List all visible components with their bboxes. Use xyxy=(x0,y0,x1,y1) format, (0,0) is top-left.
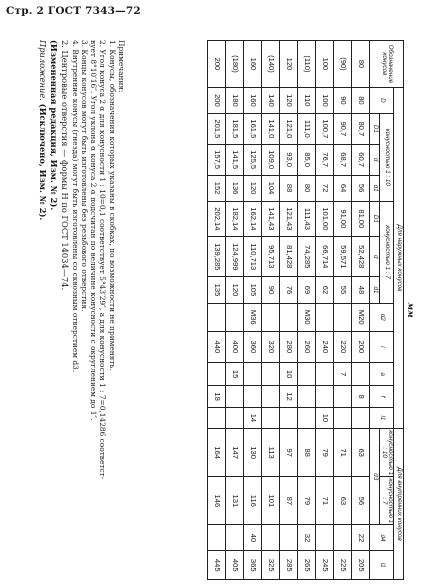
col-inner-110: конусностью 1 : 10 xyxy=(380,430,394,476)
table-cell-in2: 79 xyxy=(298,477,316,525)
table-cell-d4: 40 xyxy=(244,525,262,551)
col-a: a xyxy=(370,362,394,386)
table-cell-a1: 111,0 xyxy=(298,113,316,144)
table-cell-b2: 74,285 xyxy=(298,237,316,277)
table-cell-des: 120 xyxy=(280,41,298,88)
col-d-a: d xyxy=(370,144,380,175)
col-d2: d2 xyxy=(370,303,394,331)
table-cell-l: 260 xyxy=(298,331,316,362)
table-body xyxy=(208,41,370,580)
table-cell-c2: 135 xyxy=(208,277,226,303)
table-cell-l1 xyxy=(334,407,352,428)
table-cell-in1: 97 xyxy=(280,429,298,477)
col-d-b: d xyxy=(370,237,380,277)
col-d1-a: d1 xyxy=(370,175,380,201)
table-cell-c2: 55 xyxy=(334,277,352,303)
table-cell-a xyxy=(352,362,370,386)
table-cell-in2: 71 xyxy=(316,477,334,525)
table-cell-d2: M36 xyxy=(244,303,262,331)
table-cell-D: 180 xyxy=(226,87,244,113)
table-cell-l1b: 405 xyxy=(226,551,244,580)
table-cell-c1: 64 xyxy=(334,175,352,201)
table-cell-a xyxy=(316,362,334,386)
table-cell-f xyxy=(226,386,244,407)
table-cell-a2: 91,00 xyxy=(334,201,352,237)
table-cell-c1: 56 xyxy=(352,175,370,201)
table-cell-f xyxy=(244,386,262,407)
table-cell-in2: 146 xyxy=(208,477,226,525)
col-l: l xyxy=(370,331,394,362)
table-row xyxy=(262,41,280,580)
table-cell-l: 240 xyxy=(316,331,334,362)
table-cell-a2: 121,43 xyxy=(280,201,298,237)
table-cell-b2: 110,713 xyxy=(244,237,262,277)
table-cell-l1b: 225 xyxy=(334,551,352,580)
table-cell-a: 10 xyxy=(280,362,298,386)
note-4: 4. Внутренние конусы (гнезда) могут быть изготовлены со сквозным отверстием d3. xyxy=(70,40,80,373)
table-cell-a1: 90,7 xyxy=(334,113,352,144)
table-cell-des: 200 xyxy=(208,41,226,88)
table-cell-c1: 72 xyxy=(316,175,334,201)
table-row xyxy=(352,41,370,580)
table-cell-in1: 147 xyxy=(226,429,244,477)
col-D1-a: D1 xyxy=(370,113,380,144)
appendix-text: (Исключено, Изм. № 2). xyxy=(38,103,49,221)
table-cell-des: 160 xyxy=(244,41,262,88)
table-cell-des: 100 xyxy=(316,41,334,88)
col-l1: l1 xyxy=(370,407,394,428)
note-2: 2. Угол конуса 2 α для конусности 1 : 10=0,1 соответствует 5°43′29″, а для конусности 1 : 7=0,14286 соответст- xyxy=(98,40,108,480)
table-cell-des: (180) xyxy=(226,41,244,88)
table-cell-a1: 201,5 xyxy=(208,113,226,144)
table-cell-c2: 120 xyxy=(226,277,244,303)
table-cell-f: 18 xyxy=(208,386,226,407)
table-cell-in2: 63 xyxy=(334,477,352,525)
col-d1-b: d1 xyxy=(370,277,380,303)
col-d4: d4 xyxy=(370,525,394,551)
table-cell-l1 xyxy=(226,407,244,428)
table-cell-D: 160 xyxy=(244,87,262,113)
table-cell-c2: 62 xyxy=(316,277,334,303)
table-cell-l1b: 205 xyxy=(352,551,370,580)
table-row xyxy=(244,41,262,580)
table-cell-l: 280 xyxy=(280,331,298,362)
table-cell-l1b: 445 xyxy=(208,551,226,580)
group-outer-header: Для наружных конусов xyxy=(394,87,404,428)
table-cell-a2: 141,43 xyxy=(262,201,280,237)
table-cell-c1: 88 xyxy=(280,175,298,201)
table-cell-a1: 141,0 xyxy=(262,113,280,144)
table-cell-l: 440 xyxy=(208,331,226,362)
group-inner-header: Для внутренних конусов xyxy=(394,429,404,580)
table-row xyxy=(316,41,334,580)
table-cell-d4: 22 xyxy=(352,525,370,551)
table-cell-c1: 136 xyxy=(226,175,244,201)
table-cell-c2: 105 xyxy=(244,277,262,303)
table-cell-l1b: 365 xyxy=(244,551,262,580)
table-row xyxy=(208,41,226,580)
table-cell-in1: 71 xyxy=(334,429,352,477)
table-cell-in2: 87 xyxy=(280,477,298,525)
table-cell-d4 xyxy=(280,525,298,551)
table-cell-D: 90 xyxy=(334,87,352,113)
table-cell-d4 xyxy=(226,525,244,551)
table-cell-in1: 130 xyxy=(244,429,262,477)
table-cell-des: (140) xyxy=(262,41,280,88)
notes-block xyxy=(37,40,126,580)
table-cell-a2: 111,43 xyxy=(298,201,316,237)
table-cell-l1b: 285 xyxy=(280,551,298,580)
table-cell-a2: 101,00 xyxy=(316,201,334,237)
table-cell-a1: 100,7 xyxy=(316,113,334,144)
table-cell-c2: 90 xyxy=(262,277,280,303)
table-row xyxy=(334,41,352,580)
table-cell-in1: 88 xyxy=(298,429,316,477)
table-cell-a2: 162,14 xyxy=(244,201,262,237)
table-cell-b1: 157,5 xyxy=(208,144,226,175)
table-cell-l: 400 xyxy=(226,331,244,362)
cone-dimensions-table xyxy=(207,40,404,580)
table-row xyxy=(280,41,298,580)
table-cell-a2: 81,00 xyxy=(352,201,370,237)
table-cell-a1: 80,7 xyxy=(352,113,370,144)
table-cell-in2: 56 xyxy=(352,477,370,525)
table-cell-des: (110) xyxy=(298,41,316,88)
table-cell-f xyxy=(334,386,352,407)
table-cell-d2: M30 xyxy=(298,303,316,331)
table-cell-f xyxy=(262,386,280,407)
table-cell-b1: 141,5 xyxy=(226,144,244,175)
table-cell-f: 8 xyxy=(352,386,370,407)
edition-note: (Измененная редакция, Изм. № 2). xyxy=(49,40,60,211)
table-cell-f xyxy=(316,386,334,407)
table-cell-b2: 81,428 xyxy=(280,237,298,277)
table-cell-D: 140 xyxy=(262,87,280,113)
table-cell-a1: 181,5 xyxy=(226,113,244,144)
table-cell-l: 320 xyxy=(262,331,280,362)
table-cell-a2: 182,14 xyxy=(226,201,244,237)
table-cell-a xyxy=(244,362,262,386)
table-cell-des: (90) xyxy=(334,41,352,88)
table-cell-f: 12 xyxy=(280,386,298,407)
table-cell-in1: 79 xyxy=(316,429,334,477)
col-D: D xyxy=(370,87,394,113)
notes-title: Примечания: xyxy=(117,40,126,93)
table-cell-in1: 164 xyxy=(208,429,226,477)
table-cell-c1: 120 xyxy=(244,175,262,201)
rotated-content xyxy=(23,40,418,580)
table-cell-b2: 52,428 xyxy=(352,237,370,277)
table-cell-l1: 14 xyxy=(244,407,262,428)
table-cell-in2: 101 xyxy=(262,477,280,525)
table-cell-d2 xyxy=(280,303,298,331)
table-cell-d4: 32 xyxy=(298,525,316,551)
table-cell-d2 xyxy=(334,303,352,331)
table-cell-c1: 80 xyxy=(298,175,316,201)
table-cell-l1 xyxy=(352,407,370,428)
note-1: 1. Конусы, обозначения которых указаны в скобках, по возможности не применять. xyxy=(107,40,117,371)
table-cell-c2: 48 xyxy=(352,277,370,303)
table-cell-l1b: 325 xyxy=(262,551,280,580)
table-cell-f xyxy=(298,386,316,407)
table-cell-b1: 109,0 xyxy=(262,144,280,175)
table-cell-c1: 152 xyxy=(208,175,226,201)
table-cell-b2: 95,713 xyxy=(262,237,280,277)
table-cell-a: 15 xyxy=(226,362,244,386)
col-inner-17: конусностью 1 : 7 xyxy=(380,478,394,524)
table-cell-b2: 124,999 xyxy=(226,237,244,277)
table-cell-a1: 161,5 xyxy=(244,113,262,144)
table-cell-d2: M20 xyxy=(352,303,370,331)
table-cell-b2: 59,571 xyxy=(334,237,352,277)
col-D1-b: D1 xyxy=(370,201,380,237)
table-cell-d4 xyxy=(316,525,334,551)
table-cell-b2: 139,285 xyxy=(208,237,226,277)
table-cell-l1 xyxy=(208,407,226,428)
table-cell-l: 360 xyxy=(244,331,262,362)
table-cell-l: 200 xyxy=(352,331,370,362)
col-l1-inner: l1 xyxy=(370,551,394,580)
table-row xyxy=(298,41,316,580)
table-cell-c2: 76 xyxy=(280,277,298,303)
table-cell-l1 xyxy=(262,407,280,428)
table-cell-c2: 69 xyxy=(298,277,316,303)
table-cell-D: 100 xyxy=(316,87,334,113)
table-cell-d2 xyxy=(262,303,280,331)
col-d3: d3 xyxy=(370,429,380,525)
table-cell-d2 xyxy=(316,303,334,331)
table-cell-b2: 66,714 xyxy=(316,237,334,277)
table-cell-d4 xyxy=(334,525,352,551)
table-cell-l1 xyxy=(280,407,298,428)
table-cell-l1: 10 xyxy=(316,407,334,428)
appendix-line xyxy=(37,40,48,580)
table-cell-D: 200 xyxy=(208,87,226,113)
table-cell-in1: 63 xyxy=(352,429,370,477)
center-holes-clause: 2. Центровые отверстия — формы Н по ГОСТ 14034—74. xyxy=(60,40,71,291)
table-row xyxy=(226,41,244,580)
table-cell-in2: 131 xyxy=(226,477,244,525)
table-cell-D: 80 xyxy=(352,87,370,113)
col-designation: Обозначение конусов xyxy=(370,41,404,88)
table-cell-d2 xyxy=(226,303,244,331)
table-cell-l1b: 265 xyxy=(298,551,316,580)
table-cell-b1: 125,5 xyxy=(244,144,262,175)
table-cell-d2 xyxy=(208,303,226,331)
table-cell-a: 7 xyxy=(334,362,352,386)
table-cell-d4 xyxy=(208,525,226,551)
table-cell-b1: 60,7 xyxy=(352,144,370,175)
table-cell-in1: 113 xyxy=(262,429,280,477)
table-cell-b1: 85,0 xyxy=(298,144,316,175)
unit-label: мм xyxy=(406,302,416,318)
table-cell-c1: 104 xyxy=(262,175,280,201)
note-2-cont: вует 8°10′16″. Угол уклона α конуса 2 α подсчитан по величине конусности с округлением до 1″. xyxy=(89,40,99,421)
table-cell-b1: 76,7 xyxy=(316,144,334,175)
table-cell-a xyxy=(208,362,226,386)
table-cell-l1b: 245 xyxy=(316,551,334,580)
table-cell-D: 110 xyxy=(298,87,316,113)
table-cell-in2: 116 xyxy=(244,477,262,525)
table-cell-d4 xyxy=(262,525,280,551)
col-cone-110: конусностью 1 : 10 xyxy=(380,113,394,201)
table-cell-a xyxy=(262,362,280,386)
appendix-label: Приложение. xyxy=(38,40,49,101)
table-cell-D: 120 xyxy=(280,87,298,113)
table-cell-b1: 68,7 xyxy=(334,144,352,175)
col-cone-17: конусностью 1 : 7 xyxy=(380,201,394,303)
table-cell-b1: 93,0 xyxy=(280,144,298,175)
table-cell-l1 xyxy=(298,407,316,428)
col-f: f xyxy=(370,386,394,407)
page-header: Стр. 2 ГОСТ 7343—72 xyxy=(6,5,141,17)
note-3: 3. Концы конусов могут быть изготовлены без резьбового отверстия. xyxy=(79,40,89,312)
table-cell-des: 80 xyxy=(352,41,370,88)
table-cell-l: 220 xyxy=(334,331,352,362)
table-cell-a xyxy=(298,362,316,386)
table-cell-a1: 121,0 xyxy=(280,113,298,144)
table-cell-a2: 202,14 xyxy=(208,201,226,237)
